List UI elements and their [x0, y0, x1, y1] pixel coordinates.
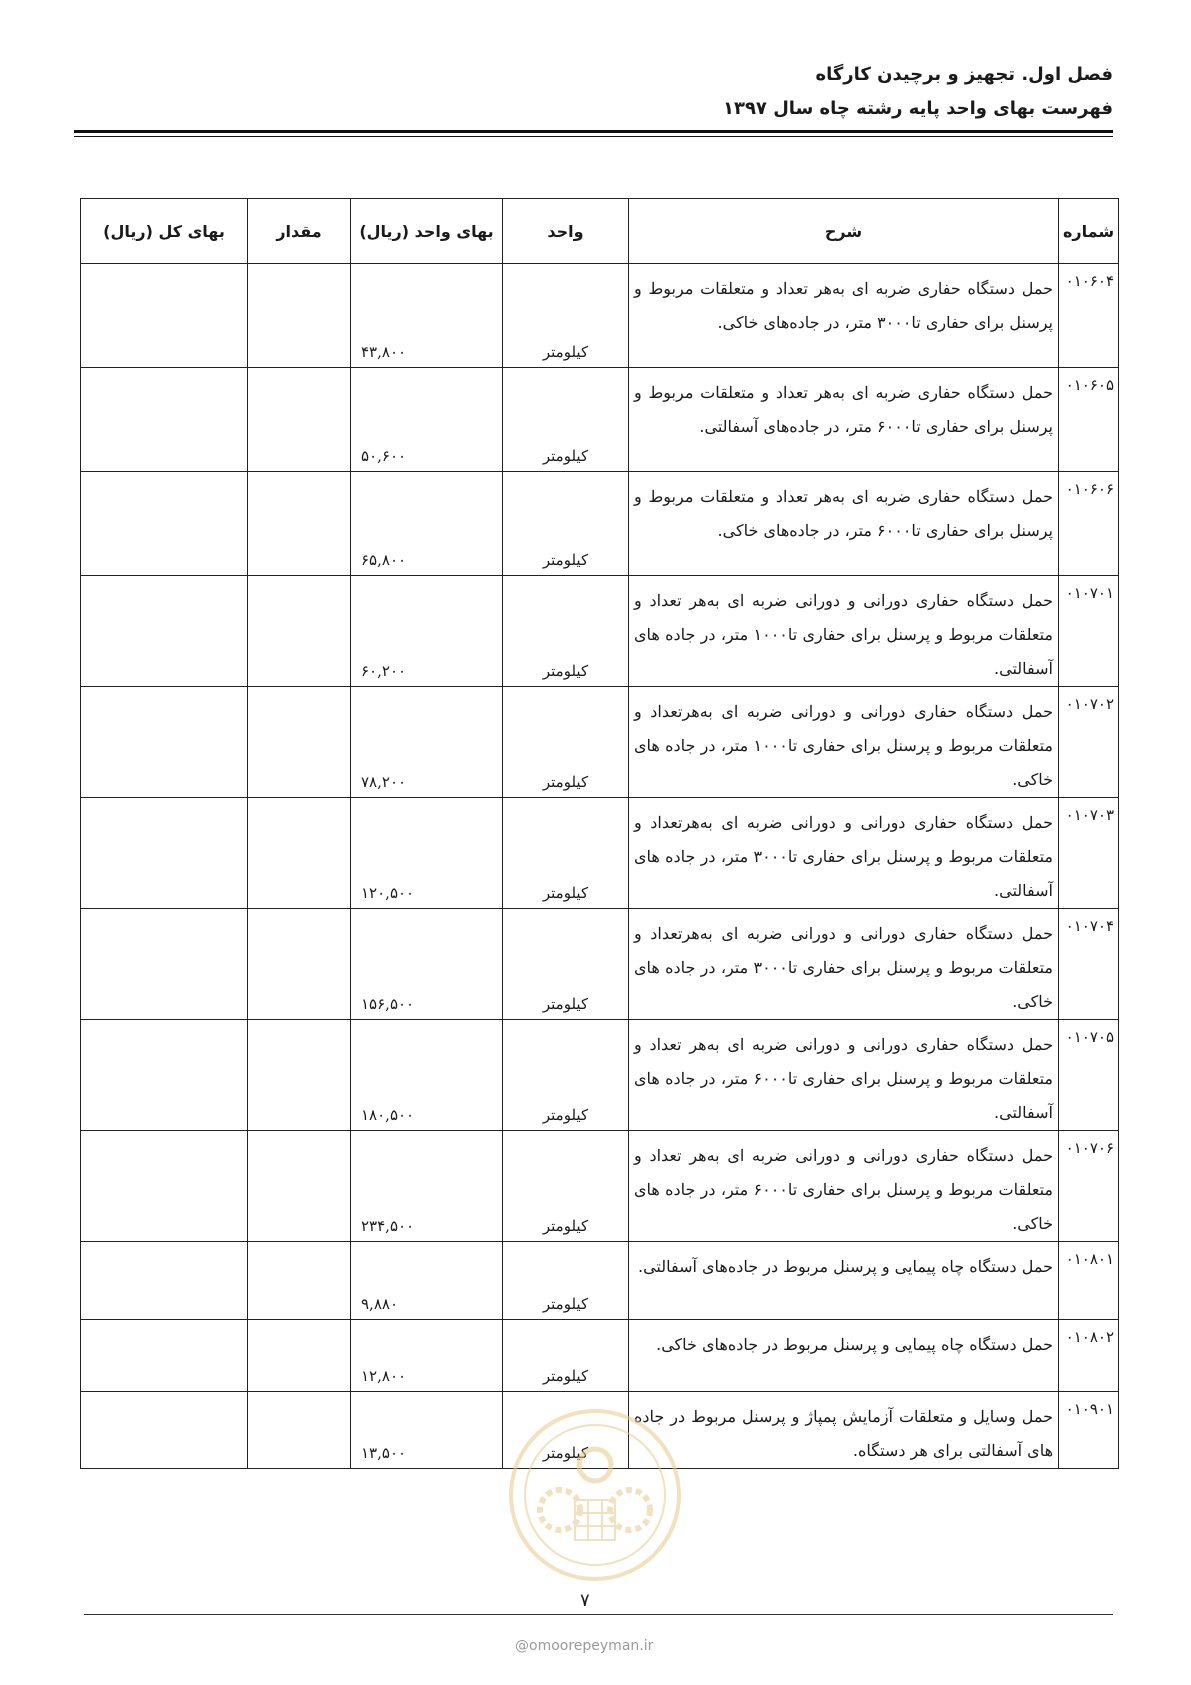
item-number: ۰۱۰۷۰۶	[1059, 1131, 1119, 1242]
item-number: ۰۱۰۷۰۵	[1059, 1020, 1119, 1131]
header-rule-thick	[74, 130, 1113, 133]
item-unit: کیلومتر	[503, 1020, 629, 1131]
item-unit: کیلومتر	[503, 1320, 629, 1392]
item-number: ۰۱۰۶۰۴	[1059, 264, 1119, 368]
item-number: ۰۱۰۶۰۶	[1059, 472, 1119, 576]
item-quantity	[248, 1320, 351, 1392]
item-number: ۰۱۰۸۰۲	[1059, 1320, 1119, 1392]
item-description: حمل وسایل و متعلقات آزمایش پمپاژ و پرسنل مربوط در جاده های آسفالتی برای هر دستگاه.	[629, 1392, 1059, 1469]
col-header-unit-price: بهای واحد (ریال)	[351, 199, 503, 264]
col-header-description: شرح	[629, 199, 1059, 264]
item-number: ۰۱۰۷۰۳	[1059, 798, 1119, 909]
item-quantity	[248, 368, 351, 472]
item-description: حمل دستگاه حفاری ضربه ای به‌هر تعداد و متعلقات مربوط و پرسنل برای حفاری تا۳۰۰۰ متر، در جاده‌های خاکی.	[629, 264, 1059, 368]
item-number: ۰۱۰۶۰۵	[1059, 368, 1119, 472]
item-unit-price: ۱۲,۸۰۰	[351, 1320, 503, 1392]
item-quantity	[248, 576, 351, 687]
item-total-price	[81, 798, 248, 909]
item-description: حمل دستگاه حفاری دورانی و دورانی ضربه ای به‌هر تعداد و متعلقات مربوط و پرسنل برای حفاری تا۱۰۰۰ متر، در جاده های آسفالتی.	[629, 576, 1059, 687]
page-number: ۷	[580, 1590, 590, 1611]
item-total-price	[81, 687, 248, 798]
col-header-number: شماره	[1059, 199, 1119, 264]
book-title: فهرست بهای واحد پایه رشته چاه سال ۱۳۹۷	[722, 98, 1113, 119]
item-number: ۰۱۰۹۰۱	[1059, 1392, 1119, 1469]
item-unit: کیلومتر	[503, 264, 629, 368]
item-description: حمل دستگاه حفاری دورانی و دورانی ضربه ای به‌هرتعداد و متعلقات مربوط و پرسنل برای حفاری تا۱۰۰۰ متر، در جاده های خاکی.	[629, 687, 1059, 798]
item-unit-price: ۵۰,۶۰۰	[351, 368, 503, 472]
item-unit-price: ۱۳,۵۰۰	[351, 1392, 503, 1469]
table-row	[81, 1392, 1119, 1469]
table-row	[81, 1131, 1119, 1242]
header-rule-thin	[74, 136, 1113, 137]
col-header-quantity: مقدار	[248, 199, 351, 264]
table-row	[81, 1020, 1119, 1131]
item-unit: کیلومتر	[503, 472, 629, 576]
item-total-price	[81, 1131, 248, 1242]
item-unit: کیلومتر	[503, 798, 629, 909]
item-unit-price: ۴۳,۸۰۰	[351, 264, 503, 368]
item-quantity	[248, 909, 351, 1020]
item-description: حمل دستگاه حفاری دورانی و دورانی ضربه ای به‌هرتعداد و متعلقات مربوط و پرسنل برای حفاری تا۳۰۰۰ متر، در جاده های آسفالتی.	[629, 798, 1059, 909]
table-header-row	[81, 199, 1119, 264]
item-unit-price: ۶۰,۲۰۰	[351, 576, 503, 687]
item-number: ۰۱۰۸۰۱	[1059, 1242, 1119, 1320]
col-header-total-price: بهای کل (ریال)	[81, 199, 248, 264]
table-row	[81, 1320, 1119, 1392]
item-unit-price: ۱۸۰,۵۰۰	[351, 1020, 503, 1131]
item-quantity	[248, 1020, 351, 1131]
item-description: حمل دستگاه چاه پیمایی و پرسنل مربوط در جاده‌های خاکی.	[629, 1320, 1059, 1392]
item-quantity	[248, 1392, 351, 1469]
item-number: ۰۱۰۷۰۲	[1059, 687, 1119, 798]
price-table	[80, 198, 1119, 1469]
table-row	[81, 264, 1119, 368]
table-row	[81, 798, 1119, 909]
table-row	[81, 472, 1119, 576]
item-unit: کیلومتر	[503, 909, 629, 1020]
item-unit-price: ۱۲۰,۵۰۰	[351, 798, 503, 909]
item-description: حمل دستگاه حفاری دورانی و دورانی ضربه ای به‌هر تعداد و متعلقات مربوط و پرسنل برای حفاری تا۶۰۰۰ متر، در جاده های خاکی.	[629, 1131, 1059, 1242]
site-watermark: @omoorepeyman.ir	[515, 1638, 654, 1654]
item-unit: کیلومتر	[503, 576, 629, 687]
item-quantity	[248, 472, 351, 576]
page-header	[723, 58, 1113, 126]
item-number: ۰۱۰۷۰۱	[1059, 576, 1119, 687]
item-quantity	[248, 798, 351, 909]
item-total-price	[81, 576, 248, 687]
item-total-price	[81, 1020, 248, 1131]
item-unit: کیلومتر	[503, 687, 629, 798]
item-description: حمل دستگاه حفاری دورانی و دورانی ضربه ای به‌هرتعداد و متعلقات مربوط و پرسنل برای حفاری تا۳۰۰۰ متر، در جاده های خاکی.	[629, 909, 1059, 1020]
item-unit: کیلومتر	[503, 368, 629, 472]
item-number: ۰۱۰۷۰۴	[1059, 909, 1119, 1020]
item-total-price	[81, 1320, 248, 1392]
item-total-price	[81, 909, 248, 1020]
chapter-title: فصل اول. تجهیز و برچیدن کارگاه	[815, 64, 1113, 85]
item-quantity	[248, 1131, 351, 1242]
item-total-price	[81, 368, 248, 472]
item-description: حمل دستگاه چاه پیمایی و پرسنل مربوط در جاده‌های آسفالتی.	[629, 1242, 1059, 1320]
table-row	[81, 1242, 1119, 1320]
item-unit-price: ۲۳۴,۵۰۰	[351, 1131, 503, 1242]
item-total-price	[81, 264, 248, 368]
item-quantity	[248, 264, 351, 368]
item-total-price	[81, 472, 248, 576]
item-total-price	[81, 1242, 248, 1320]
footer-rule	[84, 1614, 1113, 1615]
item-description: حمل دستگاه حفاری ضربه ای به‌هر تعداد و متعلقات مربوط و پرسنل برای حفاری تا۶۰۰۰ متر، در جاده‌های آسفالتی.	[629, 368, 1059, 472]
table-row	[81, 909, 1119, 1020]
item-quantity	[248, 687, 351, 798]
item-unit: کیلومتر	[503, 1392, 629, 1469]
item-description: حمل دستگاه حفاری ضربه ای به‌هر تعداد و متعلقات مربوط و پرسنل برای حفاری تا۶۰۰۰ متر، در جاده‌های خاکی.	[629, 472, 1059, 576]
item-unit: کیلومتر	[503, 1242, 629, 1320]
table-row	[81, 576, 1119, 687]
table-row	[81, 687, 1119, 798]
item-unit-price: ۱۵۶,۵۰۰	[351, 909, 503, 1020]
item-unit-price: ۶۵,۸۰۰	[351, 472, 503, 576]
item-total-price	[81, 1392, 248, 1469]
item-description: حمل دستگاه حفاری دورانی و دورانی ضربه ای به‌هر تعداد و متعلقات مربوط و پرسنل برای حفاری تا۶۰۰۰ متر، در جاده های آسفالتی.	[629, 1020, 1059, 1131]
table-row	[81, 368, 1119, 472]
item-unit-price: ۹,۸۸۰	[351, 1242, 503, 1320]
item-unit: کیلومتر	[503, 1131, 629, 1242]
col-header-unit: واحد	[503, 199, 629, 264]
item-unit-price: ۷۸,۲۰۰	[351, 687, 503, 798]
item-quantity	[248, 1242, 351, 1320]
